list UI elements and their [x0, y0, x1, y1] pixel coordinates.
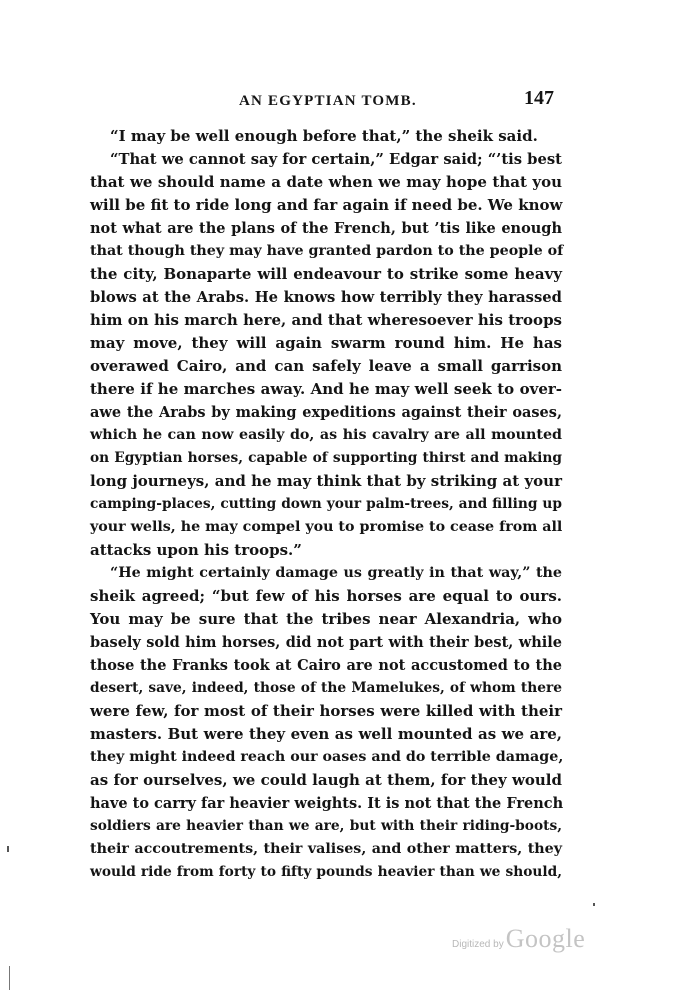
scan-speck	[7, 846, 9, 852]
scan-speck	[593, 903, 595, 906]
text-line: masters. But were they even as well mounted as we are,	[90, 725, 562, 743]
text-line: blows at the Arabs. He knows how terribly they harassed	[90, 289, 562, 306]
text-line: overawed Cairo, and can safely leave a small garrison	[90, 357, 562, 375]
text-line: those the Franks took at Cairo are not accustomed to the	[90, 657, 562, 674]
text-line: may move, they will again swarm round him. He has	[90, 334, 562, 352]
text-line: would ride from forty to fifty pounds heavier than we should,	[90, 864, 562, 880]
text-line: not what are the plans of the French, but ’tis like enough	[90, 220, 562, 237]
digitized-by-google-watermark	[452, 924, 602, 958]
text-line: camping-places, cutting down your palm-trees, and filling up	[90, 496, 562, 512]
text-line: on Egyptian horses, capable of supporting thirst and making	[90, 450, 562, 466]
text-line: were few, for most of their horses were killed with their	[90, 702, 562, 720]
text-line: soldiers are heavier than we are, but with their riding-boots,	[90, 818, 562, 834]
watermark-prefix: Digitized by	[452, 939, 504, 950]
text-line: desert, save, indeed, those of the Mamelukes, of whom there	[90, 680, 562, 696]
body-text	[90, 125, 562, 884]
text-line: as for ourselves, we could laugh at them, for they would	[90, 771, 562, 789]
watermark-brand: Google	[505, 924, 586, 953]
text-line: will be fit to ride long and far again if need be. We know	[90, 196, 563, 214]
text-line: that though they may have granted pardon to the people of	[90, 243, 564, 259]
scan-edge-line	[9, 966, 10, 990]
text-line: attacks upon his troops.”	[90, 541, 302, 559]
text-line: basely sold him horses, did not part with their best, while	[90, 634, 562, 651]
text-line: that we should name a date when we may hope that you	[90, 173, 562, 191]
text-line: there if he marches away. And he may well seek to over-	[90, 380, 562, 398]
running-header	[0, 87, 691, 113]
text-line: You may be sure that the tribes near Alexandria, who	[90, 610, 562, 628]
text-line: sheik agreed; “but few of his horses are equal to ours.	[90, 587, 562, 605]
text-line: long journeys, and he may think that by striking at your	[90, 472, 562, 490]
page-number: 147	[524, 87, 554, 109]
text-line: “He might certainly damage us greatly in that way,” the	[110, 565, 562, 581]
text-line: their accoutrements, their valises, and other matters, they	[90, 841, 562, 857]
text-line: awe the Arabs by making expeditions against their oases,	[90, 404, 562, 421]
text-line: him on his march here, and that wheresoever his troops	[90, 311, 562, 329]
text-line: your wells, he may compel you to promise to cease from all	[90, 519, 563, 535]
text-line: “I may be well enough before that,” the sheik said.	[110, 127, 538, 145]
text-line: which he can now easily do, as his cavalry are all mounted	[90, 427, 562, 443]
text-line: they might indeed reach our oases and do terrible damage,	[90, 749, 564, 765]
text-line: “That we cannot say for certain,” Edgar said; “’tis best	[110, 151, 562, 168]
text-line: the city, Bonaparte will endeavour to strike some heavy	[90, 265, 562, 283]
text-line: have to carry far heavier weights. It is not that the French	[90, 795, 564, 812]
running-title: AN EGYPTIAN TOMB.	[239, 93, 417, 109]
